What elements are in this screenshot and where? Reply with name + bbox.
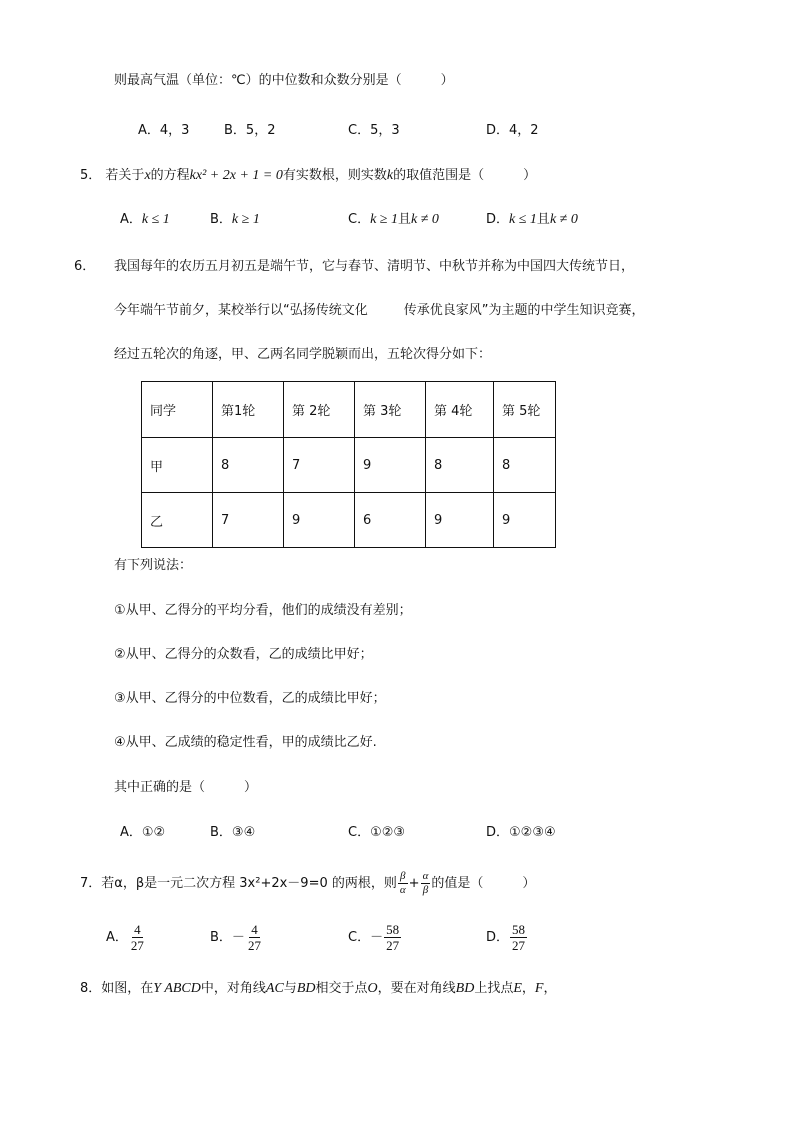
table-header-cell: 第 3轮 [355,382,426,438]
q4-option-d: D．4，2 [486,123,539,138]
table-cell: 9 [355,438,426,493]
q6-statement-4: ④从甲、乙成绩的稳定性看，甲的成绩比乙好. [114,735,377,750]
table-header-cell: 第1轮 [213,382,284,438]
table-header-cell: 第 5轮 [494,382,556,438]
table-header-cell: 同学 [142,382,213,438]
q6-line-2: 今年端午节前夕，某校举行以“弘扬传统文化 传承优良家风”为主题的中学生知识竞赛， [114,303,645,318]
table-header-cell: 第 4轮 [426,382,494,438]
q4-option-b: B．5，2 [224,123,276,138]
q7-number: 7． [80,876,102,891]
table-cell: 7 [284,438,355,493]
table-cell: 8 [426,438,494,493]
q5-option-b: B．k ≥ 1 [210,212,260,227]
q5-number: 5． [80,168,102,183]
table-cell: 8 [213,438,284,493]
table-cell: 9 [284,493,355,548]
q5-option-d: D．k ≤ 1且k ≠ 0 [486,212,578,227]
q4-option-a: A．4，3 [138,123,190,138]
table-header-row [142,382,556,438]
q7-frac-alpha-beta: $\frac{\alpha}{\beta}$ [422,870,429,896]
q5-equation: kx² + 2x + 1 = 0 [189,168,283,183]
q4-stem: 则最高气温（单位：℃）的中位数和众数分别是（ ） [114,73,454,88]
q5-option-c: C．k ≥ 1且k ≠ 0 [348,212,439,227]
q4-option-c: C．5，3 [348,123,400,138]
q5-option-a: A．k ≤ 1 [120,212,170,227]
q6-number: 6． [74,259,96,274]
q6-statement-2: ②从甲、乙得分的众数看，乙的成绩比甲好； [114,647,373,662]
q6-option-c: C．①②③ [348,825,406,840]
q6-option-a: A．①② [120,825,166,840]
table-header-cell: 第 2轮 [284,382,355,438]
q6-statements-intro: 有下列说法： [114,558,193,573]
q6-statement-3: ③从甲、乙得分的中位数看，乙的成绩比甲好； [114,691,386,706]
table-cell: 甲 [142,438,213,493]
table-cell: 8 [494,438,556,493]
q7-option-b: B．－ $\frac{4}{27}$ [210,922,261,953]
q6-option-d: D．①②③④ [486,825,556,840]
q7-option-a: A． $\frac{4}{27}$ [106,922,144,953]
table-cell: 9 [426,493,494,548]
q6-line-1: 我国每年的农历五月初五是端午节，它与春节、清明节、中秋节并称为中国四大传统节日， [114,259,635,274]
q8-number: 8． [80,981,102,996]
table-cell: 乙 [142,493,213,548]
q7-stem: 7．若α，β是一元二次方程 3x²+2x－9=0 的两根，则 $\frac{\beta}{\alpha}$ + $\frac{\alpha}{\beta}$ 的值是（ ） [80,870,536,896]
q5-var-k: k [386,168,394,183]
q6-option-b: B．③④ [210,825,256,840]
q7-frac-beta-alpha: $\frac{\beta}{\alpha}$ [399,870,406,896]
table-cell: 9 [494,493,556,548]
table-cell: 6 [355,493,426,548]
q5-stem: 5． 若关于x的方程kx² + 2x + 1 = 0有实数根，则实数k的取值范围是（ ） [80,168,537,183]
q5-var-x: x [144,168,151,183]
q7-option-d: D． $\frac{58}{27}$ [486,922,526,953]
scores-table [141,381,556,548]
q6-statement-1: ①从甲、乙得分的平均分看，他们的成绩没有差别； [114,603,412,618]
table-cell: 7 [213,493,284,548]
q6-line-3: 经过五轮次的角逐，甲、乙两名同学脱颖而出，五轮次得分如下： [114,347,492,362]
q8-stem: 8．如图，在Y ABCD中，对角线AC与BD相交于点O，要在对角线BD上找点E，F， [80,981,557,996]
q6-ask: 其中正确的是（ ） [114,780,258,795]
table-row [142,438,556,493]
table-row [142,493,556,548]
q7-option-c: C．－ $\frac{58}{27}$ [348,922,400,953]
